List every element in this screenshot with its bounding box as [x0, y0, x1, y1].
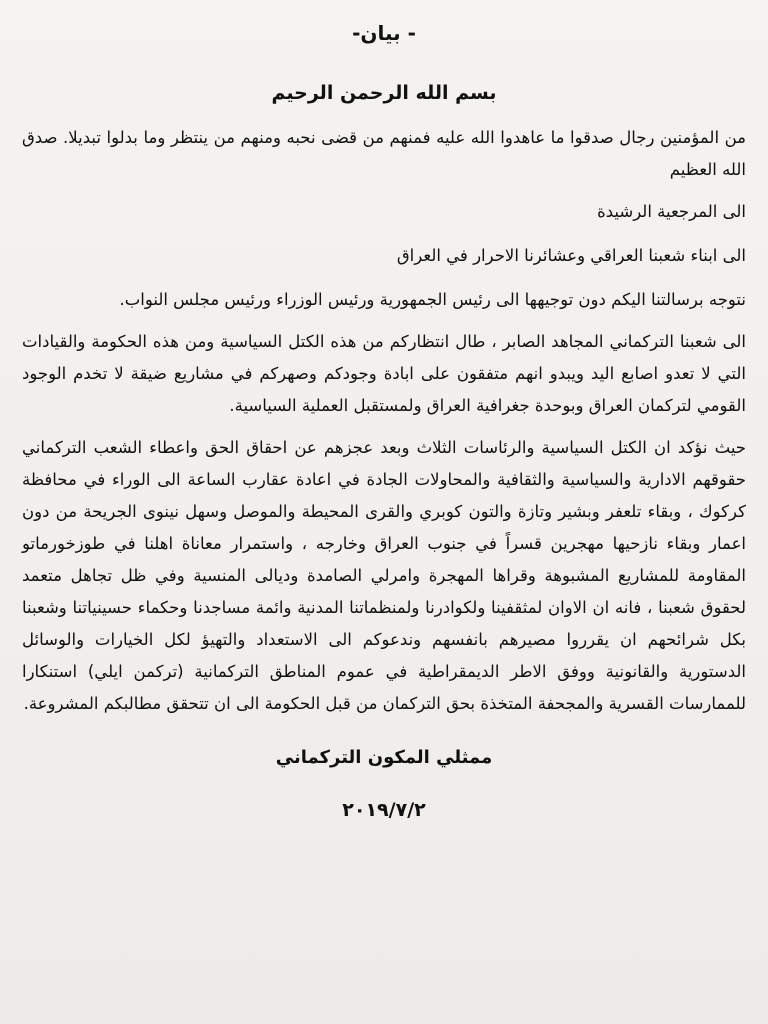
signature: ممثلي المكون التركماني	[275, 747, 493, 768]
addressee-marjaiya: الى المرجعية الرشيدة	[597, 202, 746, 221]
basmala-heading: بسم الله الرحمن الرحيم	[271, 82, 497, 104]
message-direction-paragraph: نتوجه برسالتنا اليكم دون توجيهها الى رئيس الجمهورية ورئيس الوزراء ورئيس مجلس النواب.	[119, 290, 746, 309]
document-date: ٢٠١٩/٧/٢	[342, 799, 426, 821]
document-title: - بيان-	[352, 21, 416, 45]
main-statement-paragraph: حيث نؤكد ان الكتل السياسية والرئاسات الثلاث وبعد عجزهم عن احقاق الحق واعطاء الشعب التركماني حقوقهم الادارية والسياسية والثقافية والمحاولات الجادة في اعادة عقارب الساعة الى الوراء في محافظة كركوك ، وبقاء تلعفر وبشير وتازة والتون كوبري والقرى المحيطة والموصل وسهل نينوى الجريحة من دون اعمار وبقاء نازحيها مهجرين قسراً في جنوب العراق وخارجه ، واستمرار معاناة اهلنا في طوزخورماتو المقاومة للمشاريع المشبوهة وقراها المهجرة وامرلي الصامدة وديالى المنسية وفي ظل تجاهل متعمد لحقوق شعبنا ، فانه ان الاوان لمثقفينا ولكوادرنا ولمنظماتنا المدنية وائمة مساجدنا وحكماء حسينياتنا وشعبنا بكل شرائحهم ان يقرروا مصيرهم بانفسهم وندعوكم الى الاستعداد والتهيؤ لكل الخيارات والوسائل الدستورية والقانونية ووفق الاطر الديمقراطية في عموم المناطق التركمانية (تركمن ايلي) استنكارا للممارسات القسرية والمجحفة المتخذة بحق التركمان من قبل الحكومة الى ان تتحقق مطالبكم المشروعة.	[22, 438, 746, 713]
turkmen-people-paragraph: الى شعبنا التركماني المجاهد الصابر ، طال انتظاركم من هذه الكتل السياسية ومن هذه الحكومة والقيادات التي لا تعدو اصابع اليد ويبدو انهم متفقون على ابادة وجودكم وصهركم في مشاريع ضيقة لا تخدم الوجود القومي لتركمان العراق وبوحدة جغرافية العراق ولمستقبل العملية السياسية.	[22, 332, 746, 415]
addressee-iraqi-people: الى ابناء شعبنا العراقي وعشائرنا الاحرار في العراق	[396, 246, 746, 265]
quran-verse-paragraph: من المؤمنين رجال صدقوا ما عاهدوا الله عليه فمنهم من قضى نحبه ومنهم من ينتظر وما بدلوا تبديلا. صدق الله العظيم	[22, 128, 746, 179]
